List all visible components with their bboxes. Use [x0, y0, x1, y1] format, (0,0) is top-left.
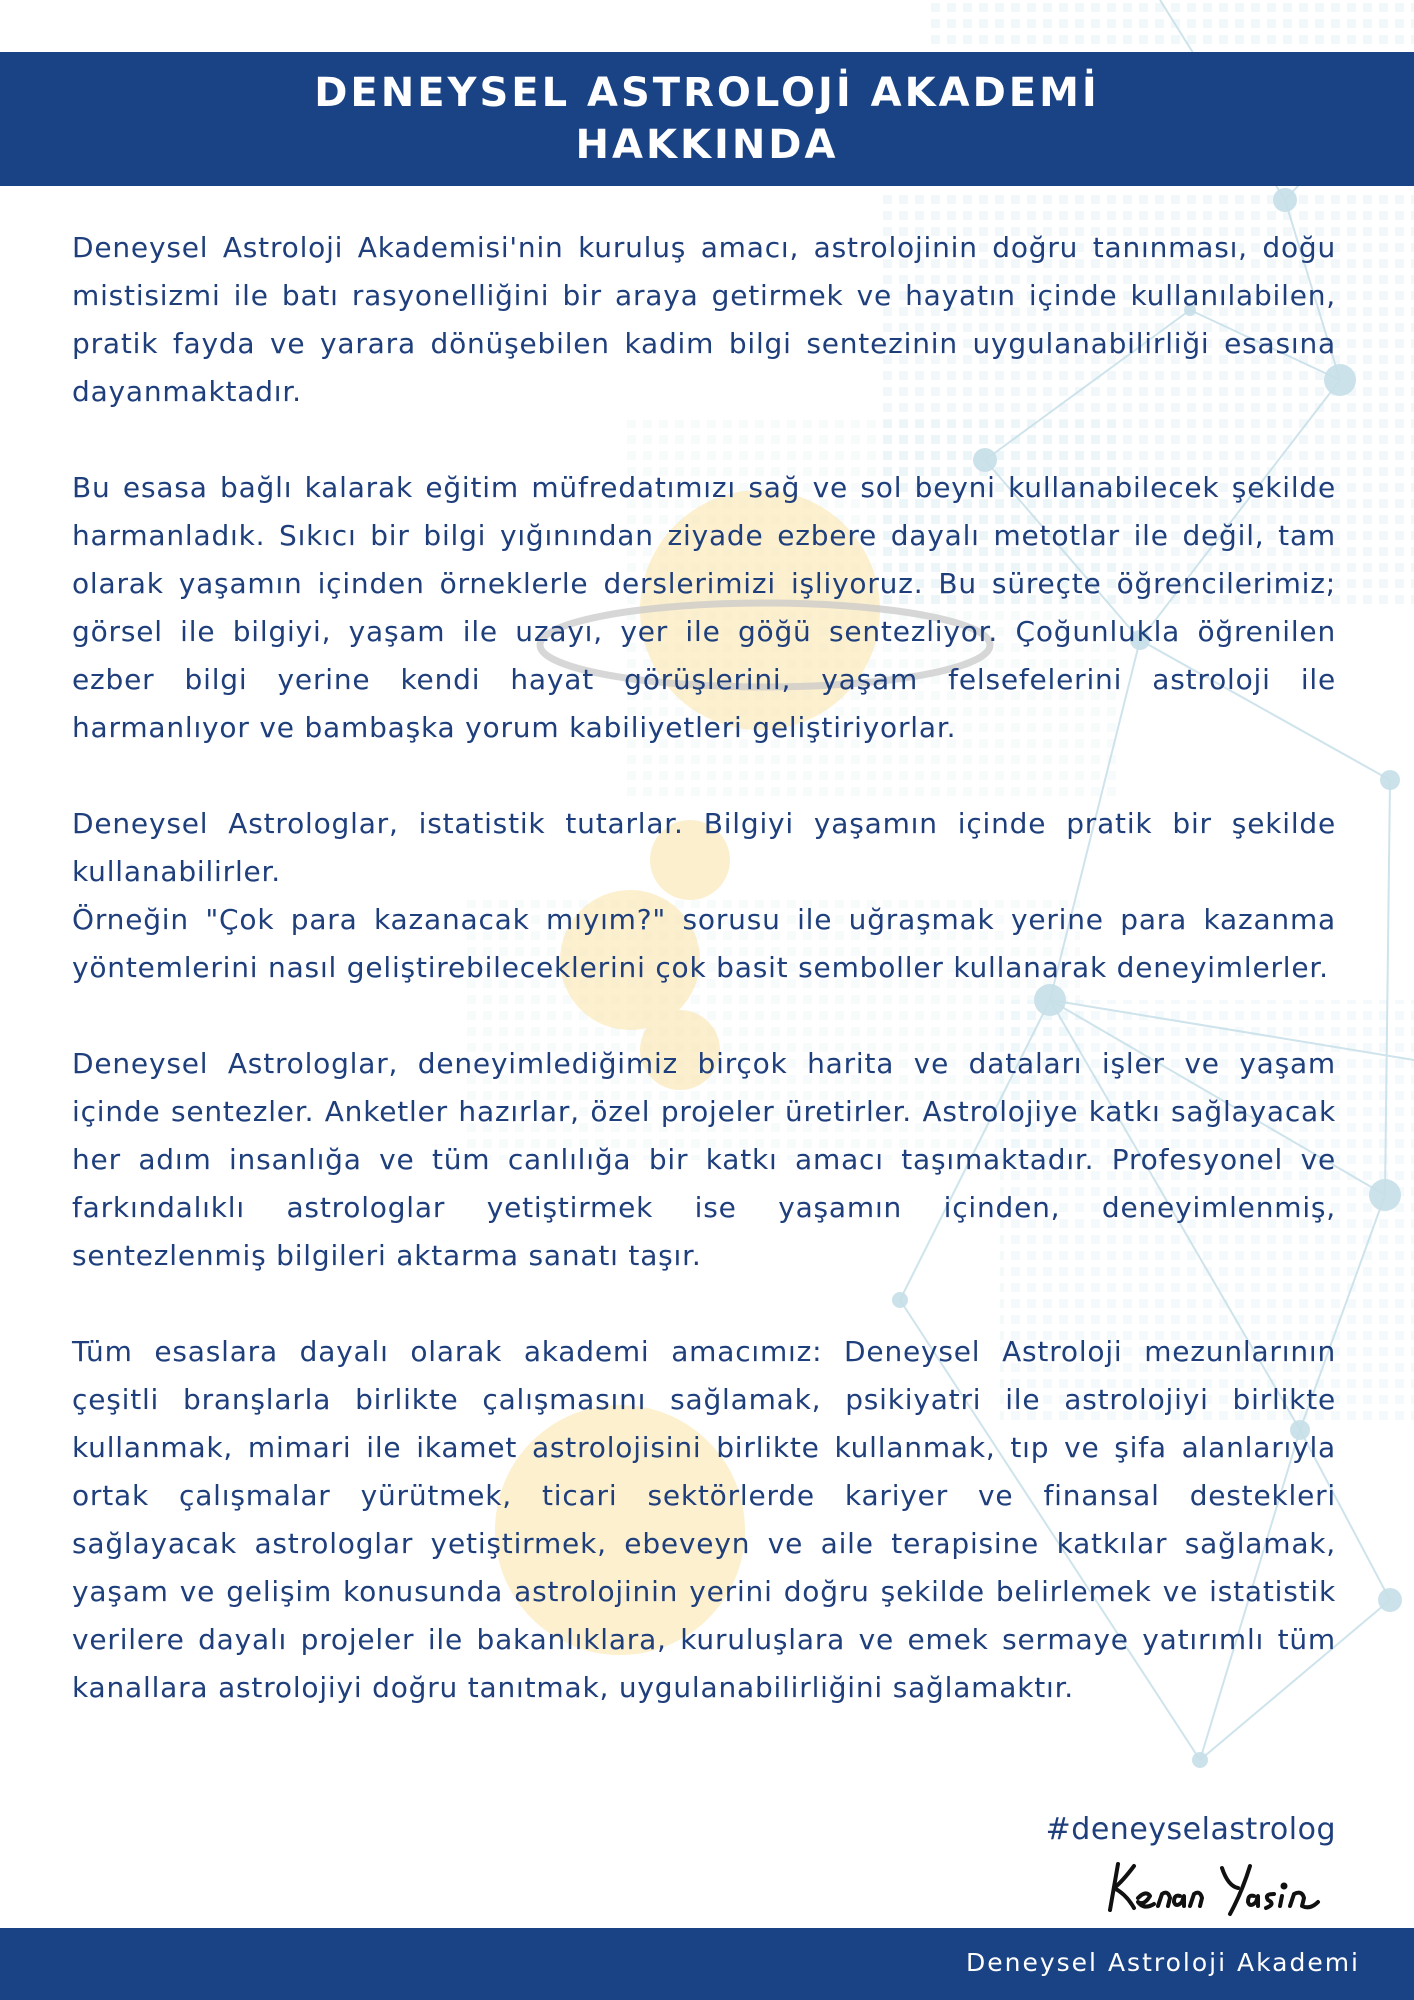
paragraph-goals: Tüm esaslara dayalı olarak akademi amacımız: Deneysel Astroloji mezunlarının çeşitli branşlarla birlikte çalışmasını sağlamak, psikiyatri ile astrolojiyi birlikte kullanmak, mimari ile ikamet astrolojisini birlikte kullanmak, tıp ve şifa alanlarıyla ortak çalışmalar yürütmek, ticari sektörlerde kariyer ve finansal destekleri sağlayacak astrologlar yetiştirmek, ebeveyn ve aile terapisine katkılar sağlamak, yaşam ve gelişim konusunda astrolojinin yerini doğru şekilde belirlemek ve istatistik verilere dayalı projeler ile bakanlıklara, kuruluşlara ve emek sermaye yatırımlı tüm kanallara astrolojiyi doğru tanıtmak, uygulanabilirliğini sağlamaktır. [72, 1335, 1336, 1704]
dot-grid-top [930, 0, 1414, 48]
hashtag: #deneyselastrolog [1045, 1812, 1336, 1847]
paragraph-statistics-line-2: Örneğin "Çok para kazanacak mıyım?" sorusu ile uğraşmak yerine para kazanma yöntemlerini nasıl geliştirebileceklerini çok basit semboller kullanarak deneyimlerler. [72, 903, 1336, 984]
paragraph-research: Deneysel Astrologlar, deneyimlediğimiz birçok harita ve dataları işler ve yaşam içinde sentezler. Anketler hazırlar, özel projeler üretirler. Astrolojiye katkı sağlayacak her adım insanlığa ve tüm canlılığa bir katkı amacı taşımaktadır. Profesyonel ve farkındalıklı astrologlar yetiştirmek ise yaşamın içinden, deneyimlenmiş, sentezlenmiş bilgileri aktarma sanatı taşır. [72, 1047, 1336, 1272]
footer-text: Deneysel Astroloji Akademi [966, 1948, 1360, 1977]
body-content [72, 224, 1336, 1760]
paragraph-statistics-line-1: Deneysel Astrologlar, istatistik tutarlar. Bilgiyi yaşamın içinde pratik bir şekilde kullanabilirler. [72, 807, 1336, 888]
signature-image [1104, 1852, 1334, 1922]
paragraph-curriculum: Bu esasa bağlı kalarak eğitim müfredatımızı sağ ve sol beyni kullanabilecek şekilde harmanladık. Sıkıcı bir bilgi yığınından ziyade ezbere dayalı metotlar ile değil, tam olarak yaşamın içinden örneklerle derslerimizi işliyoruz. Bu süreçte öğrencilerimiz; görsel ile bilgiyi, yaşam ile uzayı, yer ile göğü sentezliyor. Çoğunlukla öğrenilen ezber bilgi yerine kendi hayat görüşlerini, yaşam felsefelerini astroloji ile harmanlıyor ve bambaşka yorum kabiliyetleri geliştiriyorlar. [72, 471, 1336, 744]
page-title-line-2: HAKKINDA [575, 122, 839, 168]
paragraph-statistics [72, 800, 1336, 992]
paragraph-purpose: Deneysel Astroloji Akademisi'nin kuruluş amacı, astrolojinin doğru tanınması, doğu mistisizmi ile batı rasyonelliğini bir araya getirmek ve hayatın içinde kullanılabilen, pratik fayda ve yarara dönüşebilen kadim bilgi sentezinin uygulanabilirliği esasına dayanmaktadır. [72, 231, 1336, 408]
footer-banner [0, 1928, 1414, 2000]
header-banner [0, 52, 1414, 186]
page-title-line-1: DENEYSEL ASTROLOJİ AKADEMİ [314, 70, 1100, 116]
